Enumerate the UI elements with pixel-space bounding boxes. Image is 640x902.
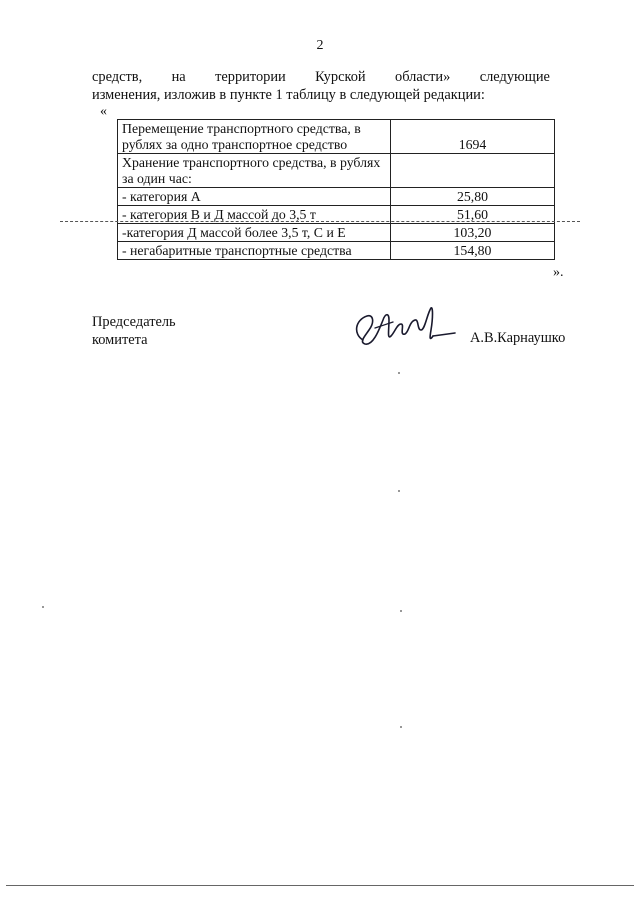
opening-quote: « [100, 104, 107, 119]
table-cell-value: 25,80 [391, 188, 555, 206]
table-row [118, 242, 555, 260]
closing-quote: ». [553, 265, 564, 280]
table-row [118, 120, 555, 154]
scan-cut-line [60, 221, 580, 222]
scan-speck [398, 490, 400, 492]
intro-word: территории [215, 69, 286, 85]
signatory-title-line-2: комитета [92, 332, 148, 348]
scan-speck [400, 726, 402, 728]
table-cell-label: - негабаритные транспортные средства [118, 242, 391, 260]
table-cell-label: - категория А [118, 188, 391, 206]
scan-bottom-edge [6, 885, 634, 886]
table-cell-value: 154,80 [391, 242, 555, 260]
intro-line-1 [92, 68, 550, 86]
handwritten-signature [345, 300, 460, 355]
signatory-title [92, 313, 176, 349]
table-cell-label: -категория Д массой более 3,5 т, С и Е [118, 224, 391, 242]
table-cell-value: 103,20 [391, 224, 555, 242]
table-cell-label: Перемещение транспортного средства, в рублях за одно транспортное средство [118, 120, 391, 154]
intro-word: следующие [479, 69, 550, 85]
scan-speck [42, 606, 44, 608]
intro-paragraph [92, 68, 550, 104]
table-cell-label: Хранение транспортного средства, в рублях за один час: [118, 154, 391, 188]
intro-word: на [171, 69, 186, 85]
intro-word: Курской [315, 69, 366, 85]
tariff-table [117, 119, 555, 260]
table-row [118, 154, 555, 188]
signer-name: А.В.Карнаушко [470, 330, 566, 346]
signatory-title-line-1: Председатель [92, 314, 176, 330]
table-cell-label: - категория В и Д массой до 3,5 т [118, 206, 391, 224]
table-cell-value: 1694 [391, 120, 555, 154]
table-row [118, 224, 555, 242]
table-row [118, 188, 555, 206]
scan-speck [398, 372, 400, 374]
table-cell-value: 51,60 [391, 206, 555, 224]
scan-speck [400, 610, 402, 612]
page-number: 2 [316, 38, 324, 53]
table-cell-value [391, 154, 555, 188]
intro-line-2: изменения, изложив в пункте 1 таблицу в следующей редакции: [92, 87, 485, 103]
intro-word: области» [395, 69, 451, 85]
intro-word: средств, [92, 69, 143, 85]
